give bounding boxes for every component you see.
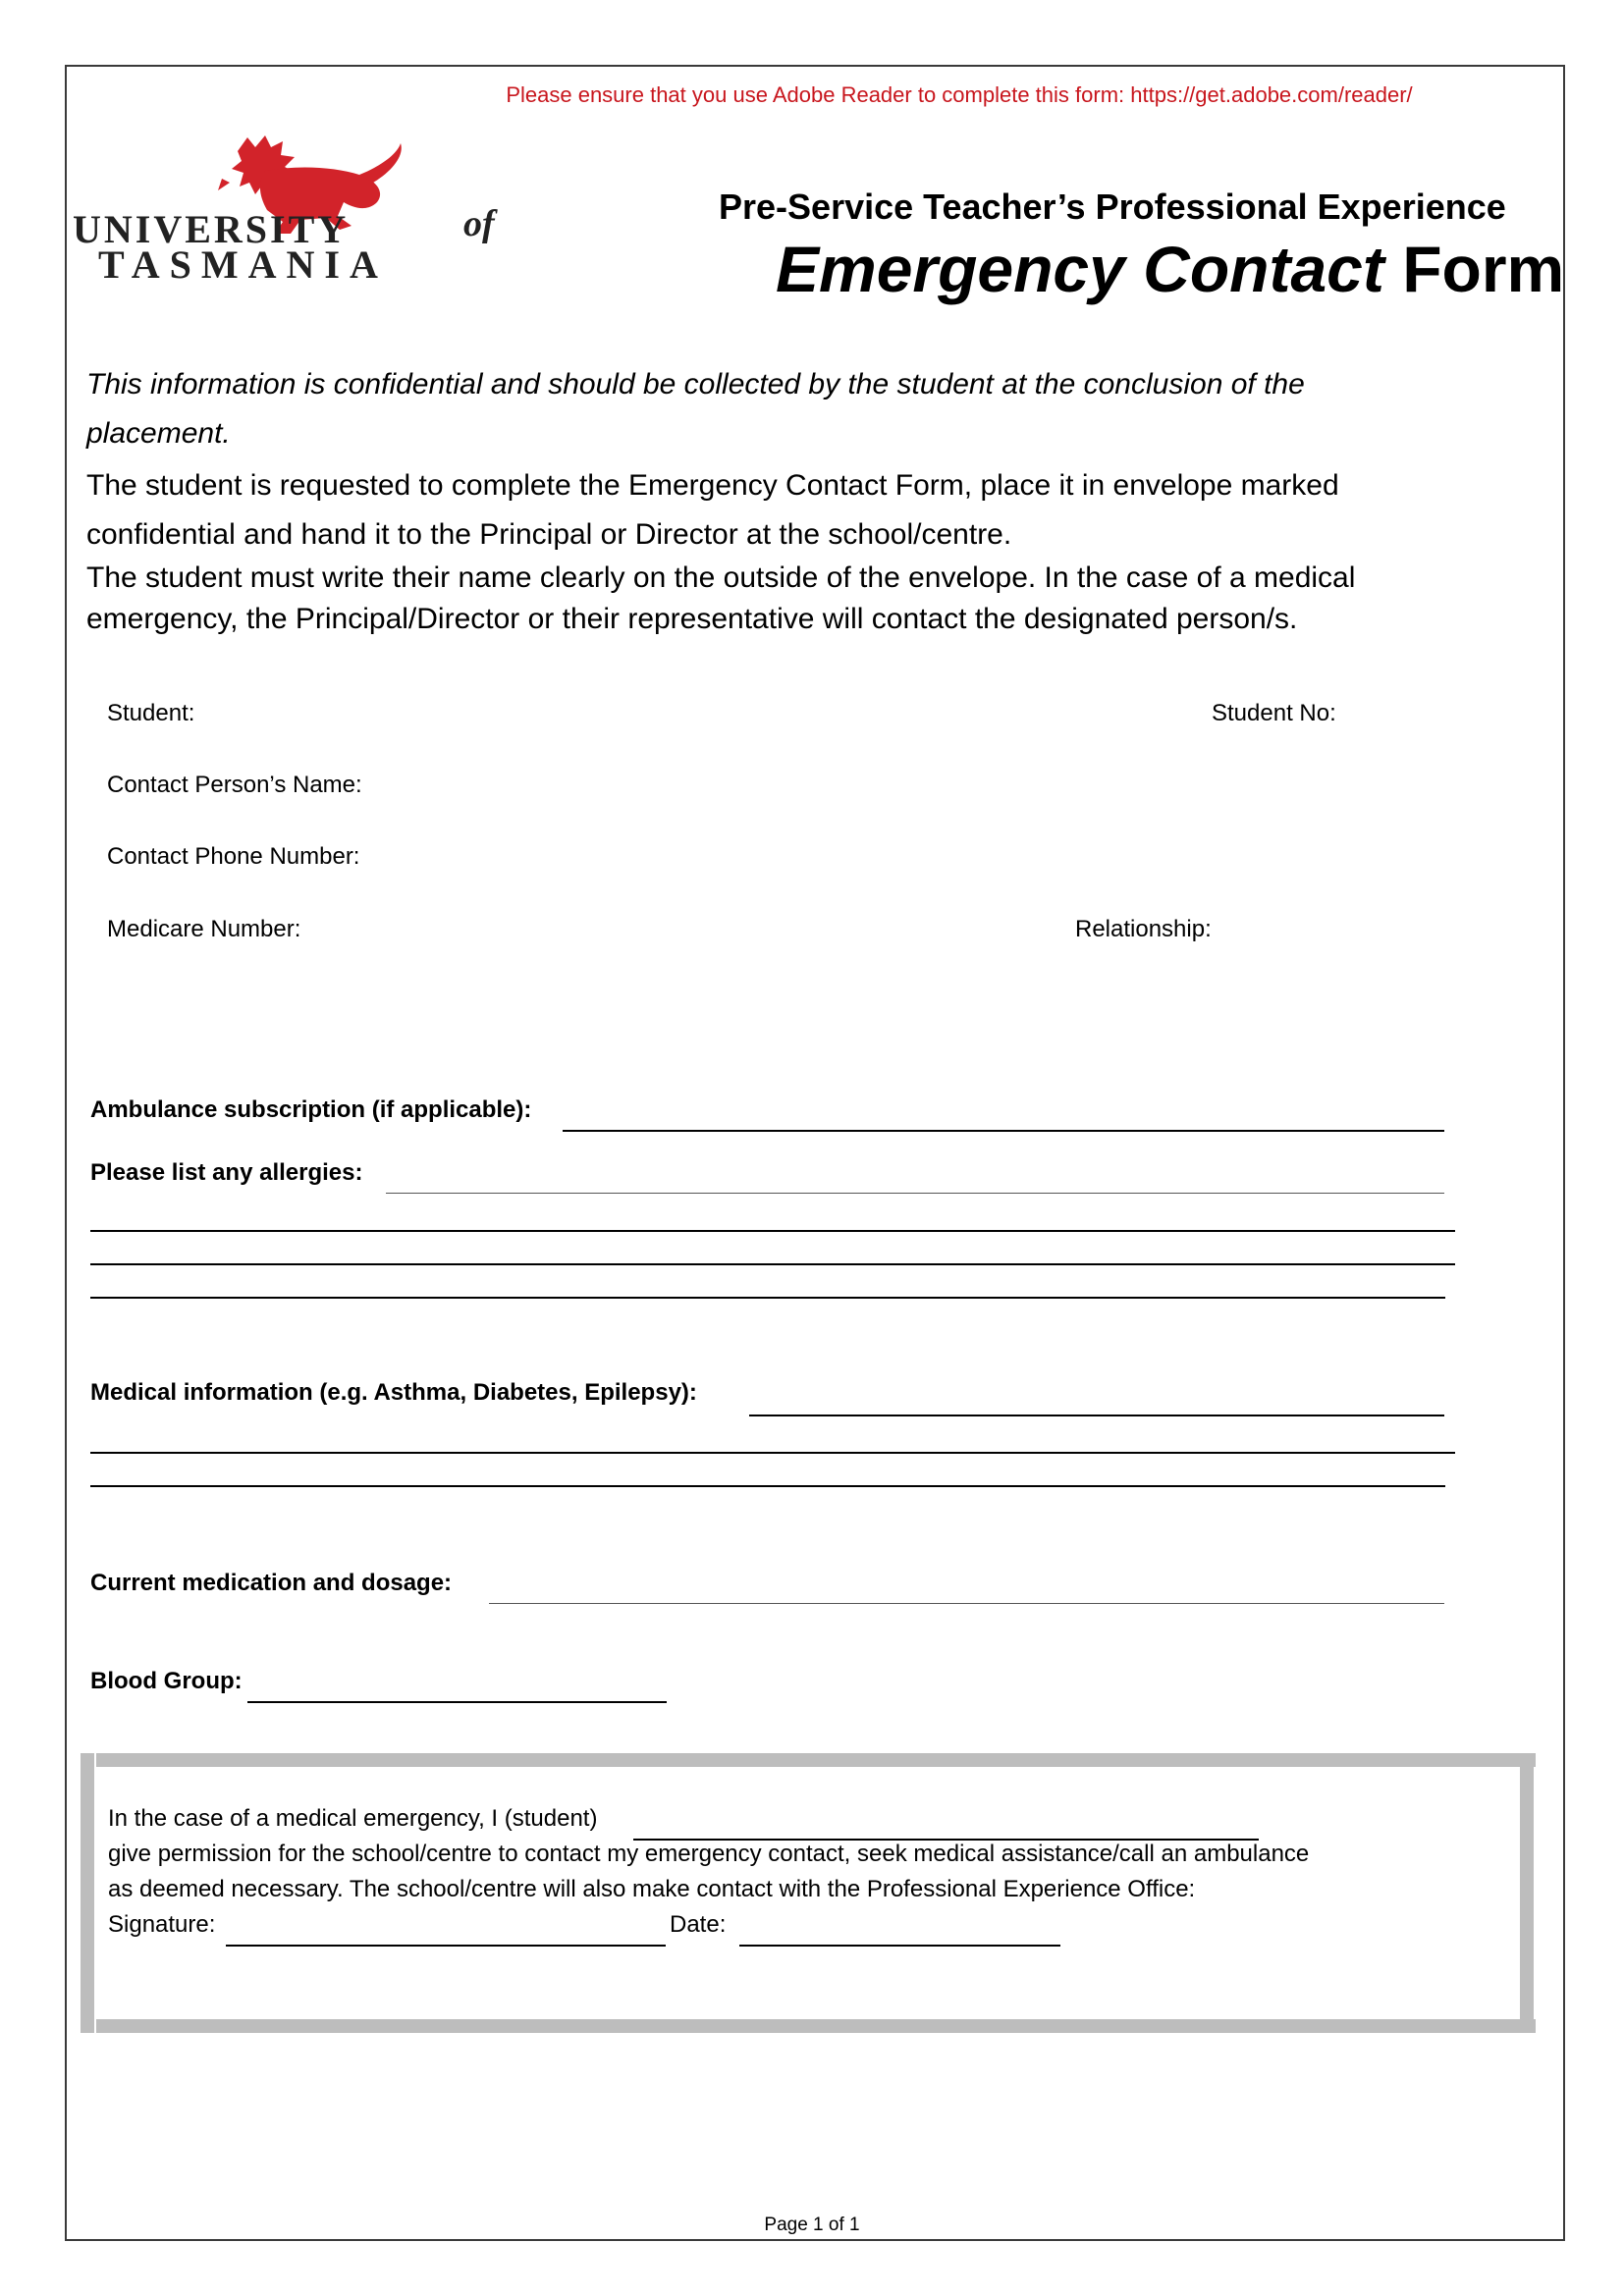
allergies-label: Please list any allergies: <box>90 1159 363 1186</box>
university-logo <box>73 132 524 287</box>
intro-confidential: This information is confidential and should be collected by the student at the conclusion of the placement. <box>86 368 1305 450</box>
logo-word-of: of <box>463 203 495 244</box>
blood-group-label: Blood Group: <box>90 1668 243 1694</box>
permission-line-1: In the case of a medical emergency, I (student) <box>108 1805 598 1832</box>
page-number: Page 1 of 1 <box>764 2215 860 2235</box>
relationship-field-label: Relationship: <box>1075 916 1212 942</box>
contact-phone-field-label: Contact Phone Number: <box>107 843 360 870</box>
student-no-field-label: Student No: <box>1212 700 1336 726</box>
signature-label: Signature: <box>108 1911 216 1938</box>
allergies-line-2[interactable] <box>90 1230 1455 1232</box>
medical-info-line-3[interactable] <box>90 1485 1445 1487</box>
form-title-rest: Form <box>1402 233 1565 305</box>
form-subtitle: Pre-Service Teacher’s Professional Experience <box>719 187 1506 227</box>
intro-instructions: The student is requested to complete the Emergency Contact Form, place it in envelope marked confidential and hand it to the Principal or Director at the school/centre. <box>86 469 1339 551</box>
allergies-line-3[interactable] <box>90 1263 1455 1265</box>
medication-label: Current medication and dosage: <box>90 1570 453 1596</box>
medicare-field-label: Medicare Number: <box>107 916 301 942</box>
contact-name-field-label: Contact Person’s Name: <box>107 772 362 798</box>
ambulance-label: Ambulance subscription (if applicable): <box>90 1096 532 1123</box>
form-title <box>776 232 1564 306</box>
date-label: Date: <box>670 1911 727 1938</box>
student-field-label: Student: <box>107 700 195 726</box>
form-title-italic: Emergency Contact <box>776 233 1384 305</box>
signature-input-line[interactable] <box>226 1945 666 1947</box>
permission-line-2: give permission for the school/centre to contact my emergency contact, seek medical assistance/call an ambulance <box>108 1841 1310 1867</box>
medical-info-label: Medical information (e.g. Asthma, Diabetes, Epilepsy): <box>90 1379 697 1406</box>
medical-info-line-2[interactable] <box>90 1452 1455 1454</box>
medication-input-line[interactable] <box>489 1603 1444 1604</box>
medical-info-input-line[interactable] <box>749 1415 1444 1416</box>
permission-line-3: as deemed necessary. The school/centre will also make contact with the Professional Experience Office: <box>108 1876 1196 1902</box>
intro-envelope: The student must write their name clearly on the outside of the envelope. In the case of a medical emergency, the Principal/Director or their representative will contact the designated person/s. <box>86 561 1356 635</box>
logo-word-university: UNIVERSITY <box>73 207 350 251</box>
allergies-input-line[interactable] <box>386 1193 1444 1194</box>
ambulance-input-line[interactable] <box>563 1130 1444 1132</box>
date-input-line[interactable] <box>739 1945 1060 1947</box>
allergies-line-4[interactable] <box>90 1297 1445 1299</box>
blood-group-input-line[interactable] <box>247 1701 667 1703</box>
adobe-reader-notice: Please ensure that you use Adobe Reader to complete this form: https://get.adobe.com/reader/ <box>506 82 1413 107</box>
logo-word-tasmania: TASMANIA <box>98 242 388 287</box>
